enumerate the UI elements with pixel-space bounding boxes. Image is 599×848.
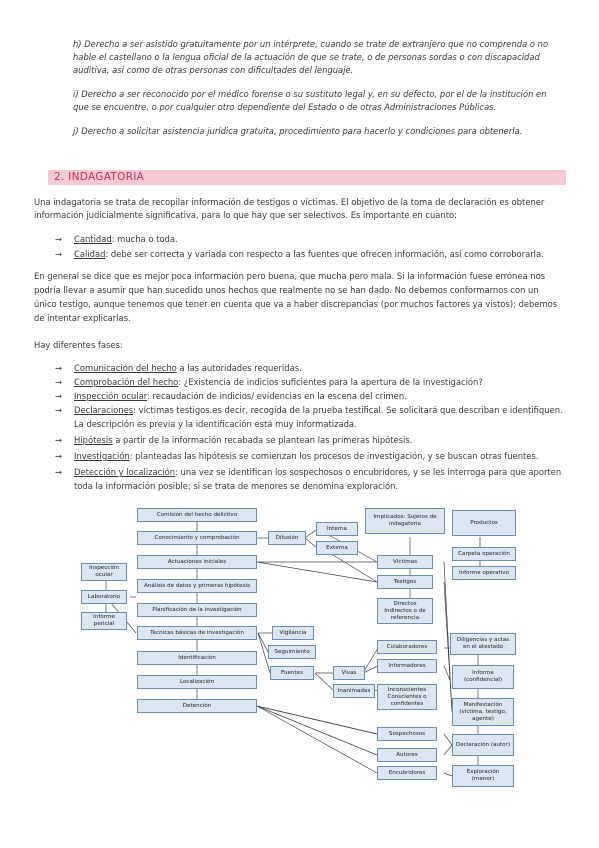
arrow-icon: → <box>55 435 63 445</box>
box-vivas: Vivas <box>333 666 365 680</box>
bullet-text: : mucha o toda. <box>111 234 178 244</box>
para2-line4: de intentar explicarlas. <box>34 313 131 323</box>
box-inspeccion-ocular: Inspección ocular <box>81 563 127 581</box>
box-inconscientes: Inconscientes Conscientes o confidentes <box>377 684 437 710</box>
phase-term: Investigación <box>74 451 130 461</box>
phases-intro: Hay diferentes fases: <box>34 340 123 350</box>
box-conocimiento: Conocimiento y comprobación <box>137 531 257 545</box>
arrow-icon: → <box>55 249 63 259</box>
para2-line3: único testigo, aunque tenemos que tener en cuenta que va a haber discrepancias (por muchos factores ya vistos); debemos <box>34 299 558 309</box>
box-informadores: Informadores <box>377 659 437 673</box>
phase-text: a partir de la información recabada se plantean las primeras hipótesis. <box>112 435 413 445</box>
para1-line1: Una indagatoria se trata de recopilar información de testigos o víctimas. El objetivo de la toma de declaración es obtener <box>34 197 545 207</box>
box-analisis: Análisis de datos y primeras hipótesis <box>137 579 257 593</box>
box-difusion: Difusión <box>268 531 306 545</box>
box-informe-confidencial: Informe (confidencial) <box>452 665 514 689</box>
intro-item-h-line2: hable el castellano o la lengua oficial de la actuación de que se trate, o de personas sordas o con discapacidad <box>73 52 540 62</box>
box-seguimiento: Seguimiento <box>268 645 316 659</box>
box-autores: Autores <box>377 748 437 762</box>
arrow-icon: → <box>55 234 63 244</box>
phase-term: Declaraciones <box>74 405 134 415</box>
arrow-icon: → <box>55 405 63 415</box>
phase-term: Hipótesis <box>74 435 113 445</box>
intro-item-h-line3: auditiva, así como de otras personas con dificultades del lenguaje. <box>73 65 354 75</box>
phase-text: a las autoridades requeridas. <box>176 363 302 373</box>
box-planificacion: Planificación de la investigación <box>137 603 257 617</box>
box-detencion: Detención <box>137 699 257 713</box>
phase-text: : recaudación de indicios/ evidencias en la escena del crimen. <box>147 391 407 401</box>
box-informe-pericial: Informe pericial <box>81 612 127 630</box>
box-exploracion: Exploración (menor) <box>452 765 514 787</box>
phase-term: Comprobación del hecho <box>74 377 179 387</box>
box-localizacion: Localización <box>137 675 257 689</box>
para2-line1: En general se dice que es mejor poca información pero buena, que mucha pero mala. Si la información fuese errónea nos <box>34 271 546 281</box>
intro-item-h-line1: h) Derecho a ser asistido gratuitamente por un intérprete, cuando se trate de extranjero que no comprenda o no <box>73 39 549 49</box>
phase-text: : una vez se identifican los sospechosos o encubridores, y se les interroga para que aporten <box>175 467 562 477</box>
box-externa: Externa <box>316 541 358 555</box>
phase-term: Inspección ocular <box>74 391 148 401</box>
box-tecnicas: Técnicas básicas de investigación <box>137 626 257 640</box>
box-comision: Comisión del hecho delictivo <box>137 508 257 522</box>
box-laboratorio: Laboratorio <box>81 590 127 604</box>
box-colaboradores: Colaboradores <box>377 640 437 654</box>
box-carpeta-operacion: Carpeta operación <box>452 547 516 561</box>
box-informe-operativo: Informe operativo <box>452 566 516 580</box>
section-title: 2. INDAGATORIA <box>54 171 145 183</box>
box-declaracion: Declaración (autor) <box>452 734 514 756</box>
intro-item-i-line1: i) Derecho a ser reconocido por el médico forense o su sustituto legal y, en su defecto, por el de la institución en <box>73 89 547 99</box>
bullet-text: : debe ser correcta y variada con respecto a las fuentes que ofrecen información, así como corroborarla. <box>105 249 544 259</box>
para2-line2: podría llevar a asumir que han sucedido unos hechos que realmente no se han dado. No debemos conformarnos con un <box>34 285 539 295</box>
box-directos: Directos Indirectos o de referencia <box>377 598 433 624</box>
para1-line2: información judicialmente significativa, para lo que hay que ser selectivos. Es importante en cuanto: <box>34 210 457 220</box>
phase-text: La descripción es previa y la identificación está muy informatizada. <box>74 419 357 429</box>
arrow-icon: → <box>55 467 63 477</box>
box-encubridores: Encubridores <box>377 766 437 780</box>
phase-text: : víctimas testigos.es decir, recogida de la prueba testifical. Se solicitará que describan e identifiquen. <box>133 405 563 415</box>
arrow-icon: → <box>55 391 63 401</box>
box-fuentes: Fuentes <box>270 666 314 680</box>
phase-text: : ¿Existencia de indicios suficientes para la apertura de la investigación? <box>178 377 483 387</box>
box-identificacion: Identificación <box>137 651 257 665</box>
arrow-icon: → <box>55 451 63 461</box>
box-victimas: Víctimas <box>377 555 433 569</box>
box-diligencias: Diligencias y actas en el atestado <box>450 633 516 655</box>
box-inanimadas: Inanimadas <box>333 684 375 698</box>
box-vigilancia: Vigilancia <box>272 626 314 640</box>
arrow-icon: → <box>55 363 63 373</box>
intro-item-i-line2: que se encuentre, o por cualquier otro dependiente del Estado o de otras Administraciones Públicas. <box>73 102 497 112</box>
box-interna: Interna <box>316 522 358 536</box>
bullet-term: Cantidad <box>74 234 112 244</box>
box-sospechosos: Sospechosos <box>377 727 437 741</box>
phase-term: Comunicación del hecho <box>74 363 177 373</box>
box-manifestacion: Manifestación (víctima, testigo, agente) <box>452 698 514 726</box>
box-implicados: Implicados: Sujetos de indagatoria <box>365 508 445 534</box>
arrow-icon: → <box>55 377 63 387</box>
phase-term: Detección y localización <box>74 467 176 477</box>
box-productos: Productos <box>452 510 516 536</box>
phase-text: : planteadas las hipótesis se comienzan los procesos de investigación, y se buscan otras fuentes. <box>129 451 539 461</box>
intro-item-j: j) Derecho a solicitar asistencia jurídica gratuita, procedimiento para hacerlo y condiciones para obtenerla. <box>73 126 523 136</box>
phase-text: toda la información posible; si se trata de menores se denomina exploración. <box>74 481 399 491</box>
box-testigos: Testigos <box>377 575 433 589</box>
box-actuaciones: Actuaciones iniciales <box>137 555 257 569</box>
bullet-term: Calidad <box>74 249 106 259</box>
